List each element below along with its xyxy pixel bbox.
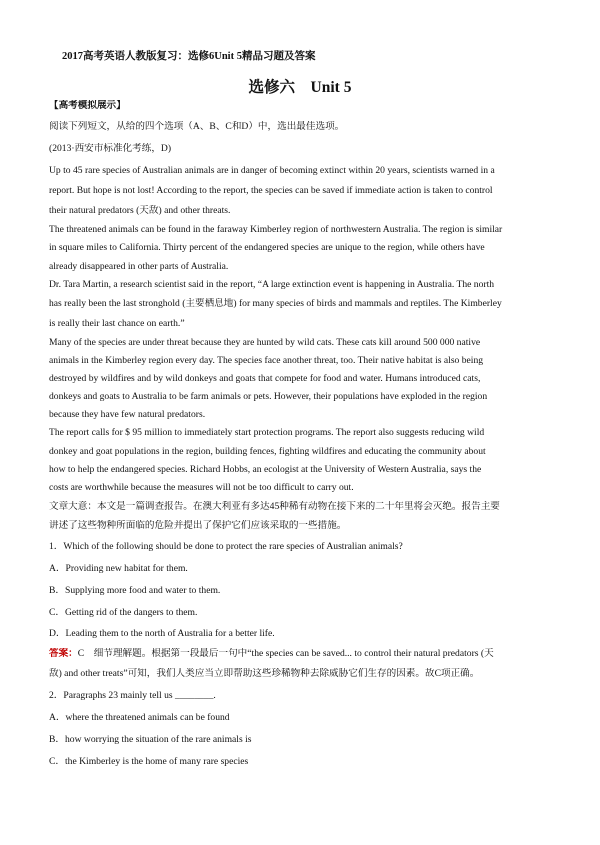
answer-label: 答案： bbox=[49, 648, 78, 659]
question-2-option-a: A．where the threatened animals can be found bbox=[49, 712, 230, 723]
passage-line: in square miles to California. Thirty percent of the endangered species are unique to the region, while others have bbox=[49, 242, 485, 253]
answer-explanation: C 细节理解题。根据第一段最后一句中“the species can be saved... to control their natural predators (天 bbox=[77, 648, 494, 659]
passage-line: The report calls for $ 95 million to immediately start protection programs. The report also suggests reducing wild bbox=[49, 427, 485, 438]
question-1-option-c: C．Getting rid of the dangers to them. bbox=[49, 607, 198, 618]
passage-line: has really been the last stronghold (主要栖息地) for many species of birds and mammals and reptiles. The Kimberley bbox=[49, 298, 502, 309]
question-1-option-d: D．Leading them to the north of Australia for a better life. bbox=[49, 628, 275, 639]
question-1-answer bbox=[49, 648, 569, 660]
question-1-stem: 1．Which of the following should be done to protect the rare species of Australian animals? bbox=[49, 541, 403, 552]
question-1-option-b: B．Supplying more food and water to them. bbox=[49, 585, 221, 596]
passage-line: animals in the Kimberley region every day. The species face another threat, too. Their native habitat is also being bbox=[49, 355, 484, 366]
source-note: (2013·西安市标准化考练，D) bbox=[49, 143, 172, 154]
passage-line: report. But hope is not lost! According to the report, the species can be saved if immediate action is taken to control bbox=[49, 185, 493, 196]
passage-line: costs are worthwhile because the measures will not be too difficult to carry out. bbox=[49, 482, 354, 493]
summary-line: 讲述了这些物种所面临的危险并提出了保护它们应该采取的一些措施。 bbox=[49, 520, 347, 531]
section-label: 【高考模拟展示】 bbox=[49, 100, 126, 111]
passage-line: Up to 45 rare species of Australian animals are in danger of becoming extinct within 20 years, scientists warned in a bbox=[49, 165, 495, 176]
passage-line: because they have few natural predators. bbox=[49, 409, 206, 420]
question-2-option-b: B．how worrying the situation of the rare animals is bbox=[49, 734, 252, 745]
passage-line: already disappeared in other parts of Australia. bbox=[49, 261, 229, 272]
passage-line: The threatened animals can be found in the faraway Kimberley region of northwestern Australia. The region is similar bbox=[49, 224, 503, 235]
passage-line: is really their last chance on earth.” bbox=[49, 318, 185, 329]
passage-line: donkey and goat populations in the region, building fences, fighting wildfires and educating the community about bbox=[49, 446, 486, 457]
question-2-stem: 2．Paragraphs 23 mainly tell us ________. bbox=[49, 690, 216, 701]
document-title: 2017高考英语人教版复习：选修6Unit 5精品习题及答案 bbox=[62, 51, 316, 62]
passage-line: Dr. Tara Martin, a research scientist said in the report, “A large extinction event is happening in Australia. The north bbox=[49, 279, 495, 290]
question-2-option-c: C．the Kimberley is the home of many rare species bbox=[49, 756, 249, 767]
passage-line: how to help the endangered species. Richard Hobbs, an ecologist at the University of Western Australia, says the bbox=[49, 464, 482, 475]
passage-line: Many of the species are under threat because they are hunted by wild cats. These cats kill around 500 000 native bbox=[49, 337, 481, 348]
instruction-text: 阅读下列短文，从给的四个选项（A、B、C和D）中，选出最佳选项。 bbox=[49, 121, 345, 132]
passage-line: destroyed by wildfires and by wild donkeys and goats that compete for food and water. Humans introduced cats, bbox=[49, 373, 481, 384]
unit-heading: 选修六 Unit 5 bbox=[248, 79, 352, 96]
answer-explanation-cont: 敌) and other treats”可知，我们人类应当立即帮助这些珍稀物种去除威胁它们生存的因素。故C项正确。 bbox=[49, 668, 480, 679]
question-1-option-a: A．Providing new habitat for them. bbox=[49, 563, 188, 574]
passage-line: their natural predators (天敌) and other threats. bbox=[49, 205, 231, 216]
passage-line: donkeys and goats to Australia to be farm animals or pets. However, their populations have exploded in the region bbox=[49, 391, 488, 402]
summary-line: 文章大意：本文是一篇调查报告。在澳大利亚有多达45种稀有动物在接下来的二十年里将会灭绝。报告主要 bbox=[49, 501, 500, 512]
